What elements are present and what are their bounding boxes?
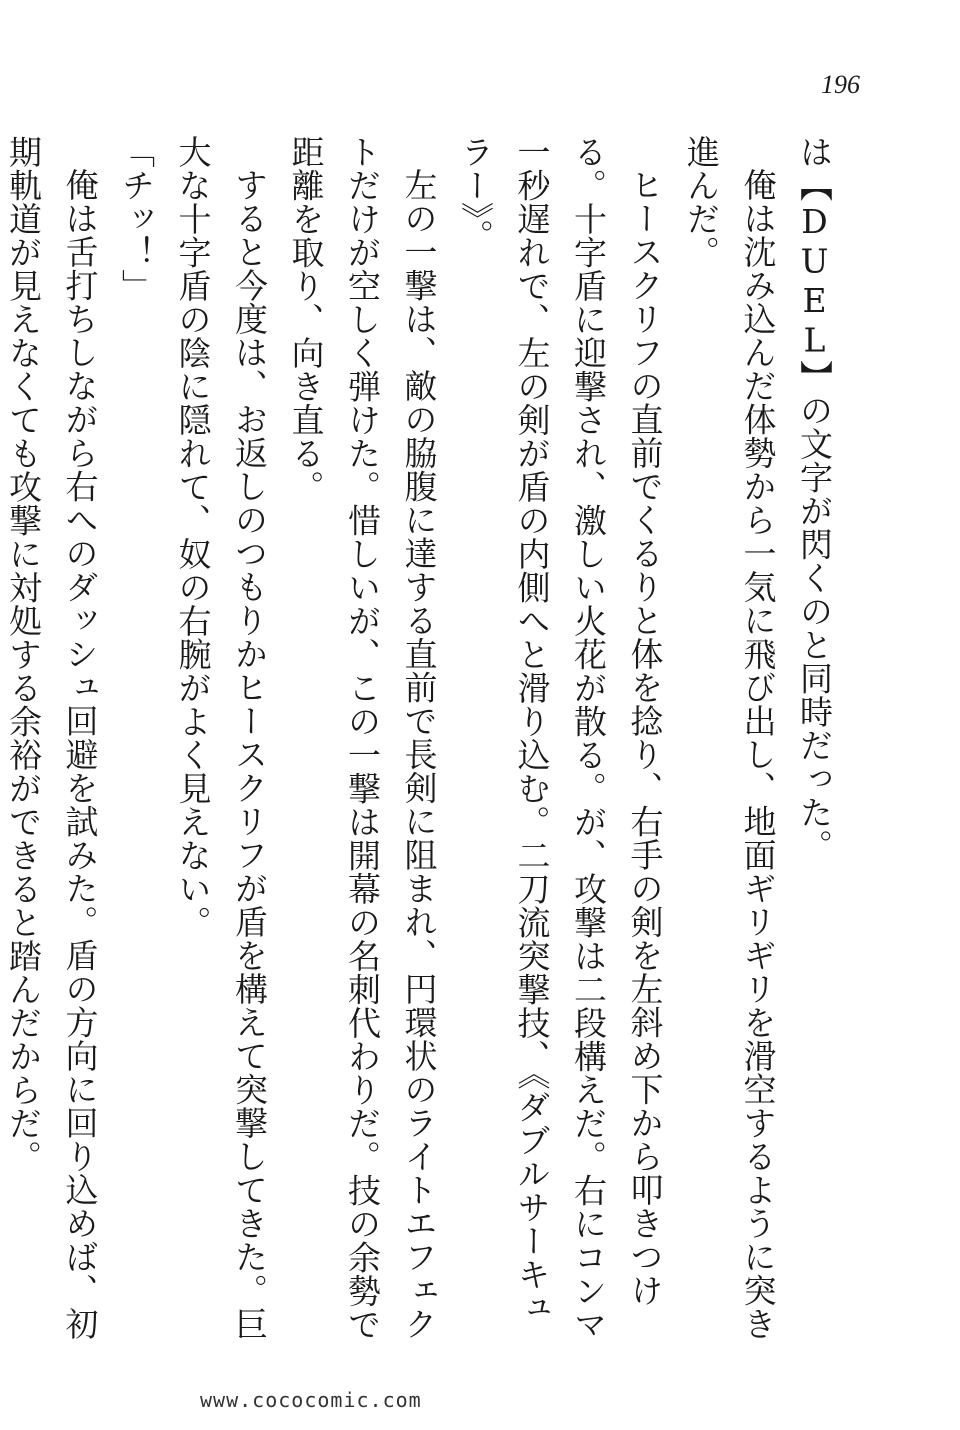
paragraph-4: 左の一撃は、敵の脇腹に達する直前で長剣に阻まれ、円環状のライトエフェクトだけが空しく弾けた。惜しいが、この一撃は開幕の名刺代わりだ。技の余勢で距離を取り、向き直る。 — [286, 135, 439, 1341]
watermark-url: www.cococomic.com — [200, 1388, 422, 1412]
paragraph-6: 俺は舌打ちしながら右へのダッシュ回避を試みた。盾の方向に回り込めば、初期軌道が見えなくても攻撃に対処する余裕ができると踏んだからだ。 — [4, 135, 100, 1341]
dialogue-1: 「チッ！」 — [117, 135, 156, 303]
paragraph-2: 俺は沈み込んだ体勢から一気に飛び出し、地面ギリギリを滑空するように突き進んだ。 — [682, 135, 778, 1341]
page-number: 196 — [821, 70, 860, 99]
vertical-text-block — [4, 135, 842, 1350]
paragraph-5: すると今度は、お返しのつもりかヒースクリフが盾を構えて突撃してきた。巨大な十字盾の陰に隠れて、奴の右腕がよく見えない。 — [173, 135, 269, 1341]
paragraph-3: ヒースクリフの直前でくるりと体を捻り、右手の剣を左斜め下から叩きつける。十字盾に迎撃され、激しい火花が散る。が、攻撃は二段構えだ。右にコンマ一秒遅れで、左の剣が盾の内側へと滑り込む。二刀流突撃技、《ダブルサーキュラー》。 — [456, 135, 665, 1341]
paragraph-1: は【DUEL】の文字が閃くのと同時だった。 — [795, 135, 834, 863]
